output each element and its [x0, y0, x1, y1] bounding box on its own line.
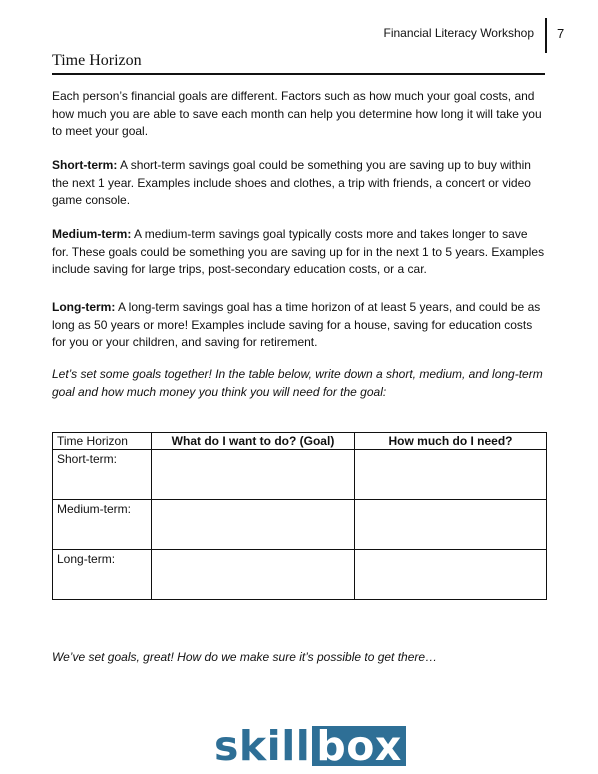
table-header-row	[53, 433, 547, 450]
skillbox-logo	[214, 722, 406, 770]
goals-table	[52, 432, 547, 600]
long-term-amount-cell[interactable]	[355, 550, 547, 600]
header-amount: How much do I need?	[355, 433, 547, 450]
header-goal: What do I want to do? (Goal)	[152, 433, 355, 450]
instruction-text: Let’s set some goals together! In the table below, write down a short, medium, and long-term goal and how much money you think you will need for the goal:	[52, 367, 543, 399]
table-row	[53, 450, 547, 500]
section-title: Time Horizon	[52, 52, 142, 69]
short-term-label: Short-term:	[52, 158, 118, 172]
medium-term-goal-cell[interactable]	[152, 500, 355, 550]
short-term-paragraph	[52, 157, 547, 210]
row-label-short-term: Short-term:	[53, 450, 152, 500]
title-underline	[52, 73, 545, 75]
short-term-text: A short-term savings goal could be something you are saving up to buy within the next 1 year. Examples include shoes and clothes, a trip with friends, a concert or video game console.	[52, 158, 531, 207]
short-term-amount-cell[interactable]	[355, 450, 547, 500]
row-label-long-term: Long-term:	[53, 550, 152, 600]
long-term-label: Long-term:	[52, 300, 116, 314]
header-time-horizon: Time Horizon	[53, 433, 152, 450]
closing-text: We’ve set goals, great! How do we make sure it’s possible to get there…	[52, 650, 438, 664]
intro-paragraph: Each person’s financial goals are different. Factors such as how much your goal costs, and how much you are able to save each month can help you determine how long it will take you to meet your goal.	[52, 89, 542, 138]
header-title: Financial Literacy Workshop	[383, 26, 534, 40]
page-number: 7	[557, 26, 565, 41]
logo-skill-text: skill	[214, 722, 311, 770]
short-term-goal-cell[interactable]	[152, 450, 355, 500]
table-row	[53, 550, 547, 600]
medium-term-label: Medium-term:	[52, 227, 132, 241]
row-label-medium-term: Medium-term:	[53, 500, 152, 550]
medium-term-amount-cell[interactable]	[355, 500, 547, 550]
table-row	[53, 500, 547, 550]
medium-term-paragraph	[52, 226, 547, 279]
long-term-paragraph	[52, 299, 547, 352]
header-divider	[545, 18, 547, 53]
long-term-goal-cell[interactable]	[152, 550, 355, 600]
logo-box-text: box	[312, 726, 405, 766]
long-term-text: A long-term savings goal has a time horizon of at least 5 years, and could be as long as 50 years or more! Examples include saving for a house, saving for education costs for you or your children, and saving for retirement.	[52, 300, 541, 349]
medium-term-text: A medium-term savings goal typically costs more and takes longer to save for. These goals could be something you are saving up for in the next 1 to 5 years. Examples include saving for large trips, post-secondary education costs, or a car.	[52, 227, 545, 276]
